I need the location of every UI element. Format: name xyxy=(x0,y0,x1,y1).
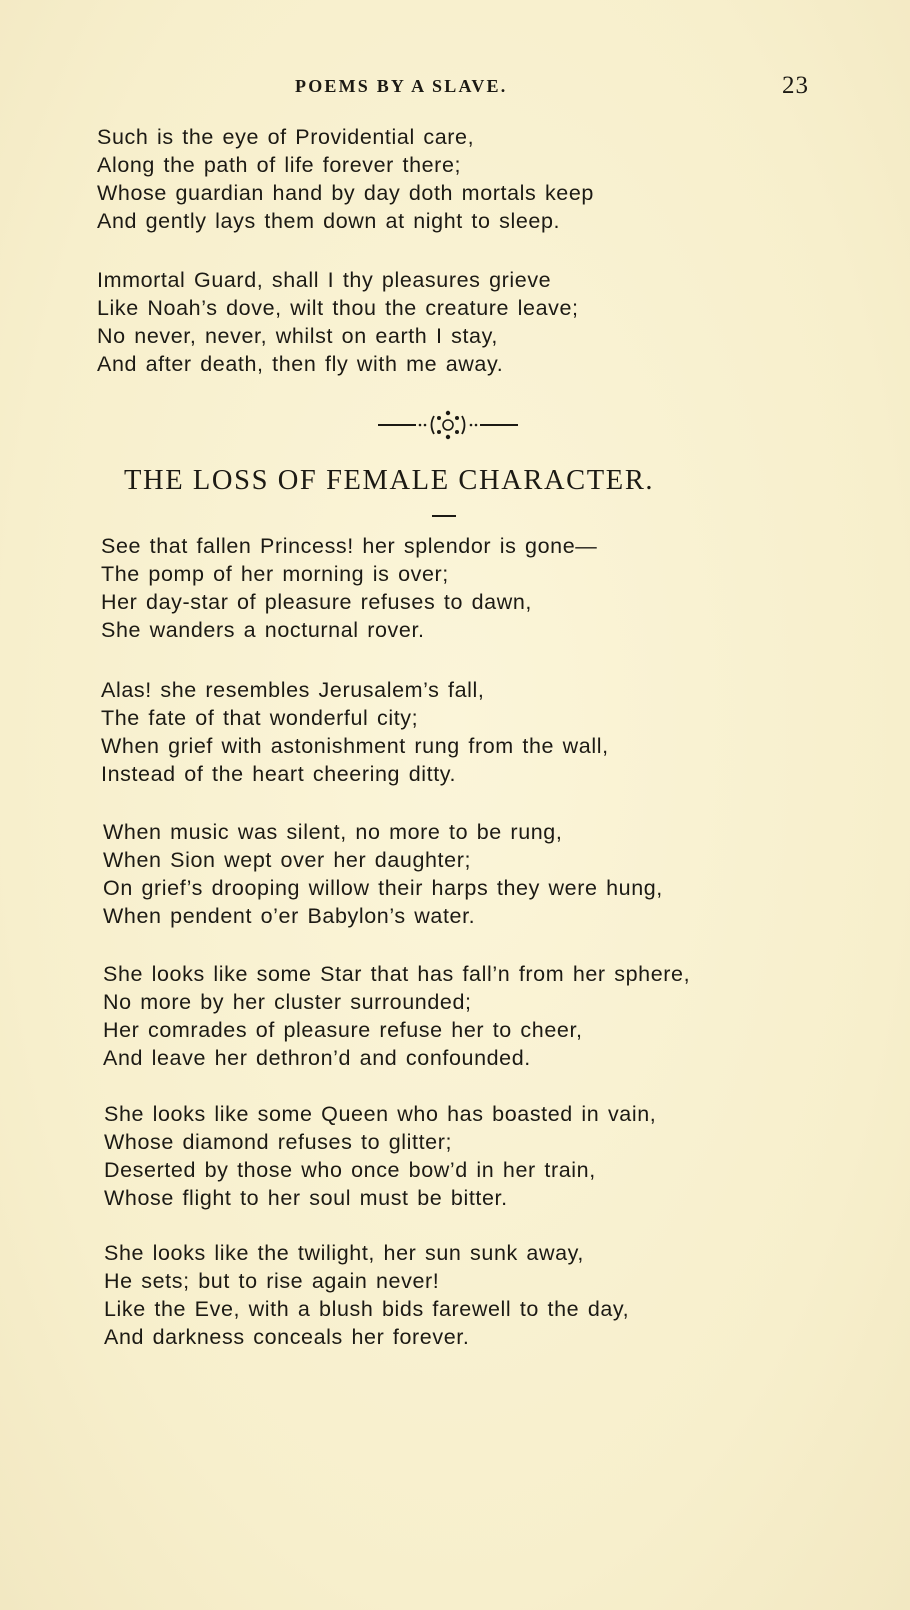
verse-line: And gently lays them down at night to sleep. xyxy=(97,209,561,233)
page-number: 23 xyxy=(782,72,809,99)
verse-line: Immortal Guard, shall I thy pleasures grieve xyxy=(97,268,552,292)
verse-line: Her comrades of pleasure refuse her to cheer, xyxy=(103,1018,583,1042)
verse-line: She looks like some Queen who has boasted in vain, xyxy=(104,1102,657,1126)
verse-line: When pendent o’er Babylon’s water. xyxy=(103,904,476,928)
verse-line: When grief with astonishment rung from the wall, xyxy=(101,734,609,758)
verse-line: Whose guardian hand by day doth mortals keep xyxy=(97,181,594,205)
verse-line: No never, never, whilst on earth I stay, xyxy=(97,324,498,348)
stanza-top-1 xyxy=(97,123,594,235)
verse-line: Her day-star of pleasure refuses to dawn, xyxy=(101,590,532,614)
verse-line: Deserted by those who once bow’d in her train, xyxy=(104,1158,596,1182)
verse-line: And darkness conceals her forever. xyxy=(104,1325,470,1349)
verse-line: Such is the eye of Providential care, xyxy=(97,125,475,149)
verse-line: Like Noah’s dove, wilt thou the creature leave; xyxy=(97,296,579,320)
running-title: POEMS BY A SLAVE. xyxy=(295,76,508,96)
verse-line: Along the path of life forever there; xyxy=(97,153,462,177)
title-rule xyxy=(432,515,456,517)
poem-stanza-6 xyxy=(104,1239,629,1351)
running-header xyxy=(0,72,910,102)
verse-line: On grief’s drooping willow their harps they were hung, xyxy=(103,876,663,900)
verse-line: She looks like some Star that has fall’n from her sphere, xyxy=(103,962,691,986)
verse-line: When music was silent, no more to be rung, xyxy=(103,820,563,844)
poem-title: THE LOSS OF FEMALE CHARACTER. xyxy=(124,465,655,496)
poem-stanza-2 xyxy=(101,676,609,788)
verse-line: Whose flight to her soul must be bitter. xyxy=(104,1186,508,1210)
stanza-top-2 xyxy=(97,266,579,378)
verse-line: And leave her dethron’d and confounded. xyxy=(103,1046,531,1070)
verse-line: Like the Eve, with a blush bids farewell to the day, xyxy=(104,1297,630,1321)
floral-divider-icon xyxy=(378,408,518,440)
poem-stanza-3 xyxy=(103,818,663,930)
verse-line: When Sion wept over her daughter; xyxy=(103,848,472,872)
poem-stanza-4 xyxy=(103,960,690,1072)
verse-line: Instead of the heart cheering ditty. xyxy=(101,762,457,786)
verse-line: And after death, then fly with me away. xyxy=(97,352,504,376)
verse-line: Whose diamond refuses to glitter; xyxy=(104,1130,453,1154)
verse-line: She wanders a nocturnal rover. xyxy=(101,618,425,642)
poem-stanza-5 xyxy=(104,1100,656,1212)
verse-line: She looks like the twilight, her sun sunk away, xyxy=(104,1241,584,1265)
verse-line: Alas! she resembles Jerusalem’s fall, xyxy=(101,678,485,702)
verse-line: The pomp of her morning is over; xyxy=(101,562,449,586)
verse-line: See that fallen Princess! her splendor is gone— xyxy=(101,534,598,558)
verse-line: No more by her cluster surrounded; xyxy=(103,990,472,1014)
verse-line: He sets; but to rise again never! xyxy=(104,1269,440,1293)
poem-stanza-1 xyxy=(101,532,597,644)
verse-line: The fate of that wonderful city; xyxy=(101,706,419,730)
